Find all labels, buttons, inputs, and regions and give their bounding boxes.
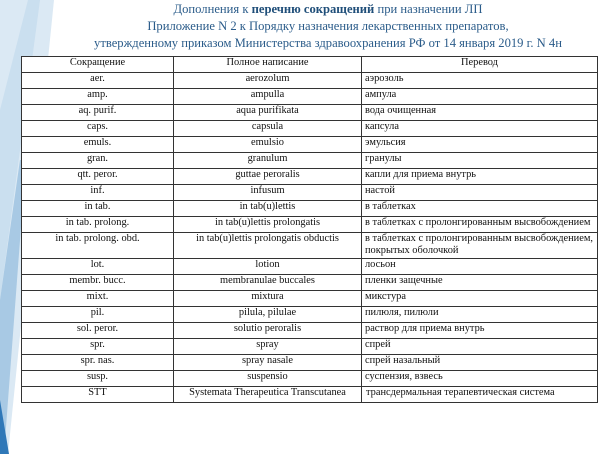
- cell-full-name: spray: [174, 338, 362, 354]
- cell-translation: капсула: [362, 121, 598, 137]
- cell-full-name: granulum: [174, 153, 362, 169]
- cell-full-name: membranulae buccales: [174, 274, 362, 290]
- header-line-3: утвержденному приказом Министерства здравоохранения РФ от 14 января 2019 г. N 4н: [94, 36, 562, 50]
- cell-full-name: in tab(u)lettis: [174, 201, 362, 217]
- cell-full-name: in tab(u)lettis prolongatis: [174, 217, 362, 233]
- table-row: [22, 201, 598, 217]
- cell-full-name: capsula: [174, 121, 362, 137]
- cell-full-name: guttae peroralis: [174, 169, 362, 185]
- cell-translation: вода очищенная: [362, 105, 598, 121]
- header-emphasis: перечню сокращений: [251, 2, 375, 16]
- table-row: [22, 233, 598, 259]
- table-row: [22, 258, 598, 274]
- cell-full-name: infusum: [174, 185, 362, 201]
- cell-abbreviation: susp.: [22, 370, 174, 386]
- cell-abbreviation: spr. nas.: [22, 354, 174, 370]
- column-header-abbreviation: Сокращение: [22, 57, 174, 73]
- cell-abbreviation: in tab.: [22, 201, 174, 217]
- table-header-row: [22, 57, 598, 73]
- cell-abbreviation: qtt. peror.: [22, 169, 174, 185]
- cell-translation: спрей: [362, 338, 598, 354]
- table-row: [22, 306, 598, 322]
- cell-abbreviation: emuls.: [22, 137, 174, 153]
- cell-translation: гранулы: [362, 153, 598, 169]
- cell-abbreviation: aq. purif.: [22, 105, 174, 121]
- table-row: [22, 169, 598, 185]
- cell-abbreviation: caps.: [22, 121, 174, 137]
- cell-full-name: ampulla: [174, 89, 362, 105]
- cell-full-name: aerozolum: [174, 73, 362, 89]
- cell-translation: пленки защечные: [362, 274, 598, 290]
- cell-full-name: lotion: [174, 258, 362, 274]
- cell-full-name: suspensio: [174, 370, 362, 386]
- table-row: [22, 322, 598, 338]
- table-row: [22, 274, 598, 290]
- cell-full-name: Systemata Therapeutica Transcutanea: [174, 386, 362, 402]
- abbreviations-table: [21, 56, 598, 403]
- table-row: [22, 89, 598, 105]
- table-row: [22, 185, 598, 201]
- cell-translation: трансдермальная терапевтическая система: [362, 386, 598, 402]
- cell-full-name: solutio peroralis: [174, 322, 362, 338]
- cell-abbreviation: amp.: [22, 89, 174, 105]
- table-row: [22, 290, 598, 306]
- slide-header: [58, 1, 598, 52]
- cell-translation: в таблетках с пролонгированным высвобождением, покрытых оболочкой: [362, 233, 598, 259]
- column-header-translation: Перевод: [362, 57, 598, 73]
- cell-translation: капли для приема внутрь: [362, 169, 598, 185]
- cell-abbreviation: in tab. prolong. obd.: [22, 233, 174, 259]
- cell-translation: спрей назальный: [362, 354, 598, 370]
- cell-translation: суспензия, взвесь: [362, 370, 598, 386]
- header-line-2: Приложение N 2 к Порядку назначения лекарственных препаратов,: [147, 19, 509, 33]
- cell-translation: аэрозоль: [362, 73, 598, 89]
- cell-abbreviation: aer.: [22, 73, 174, 89]
- table-row: [22, 105, 598, 121]
- cell-full-name: spray nasale: [174, 354, 362, 370]
- table-row: [22, 386, 598, 402]
- table-row: [22, 370, 598, 386]
- cell-full-name: mixtura: [174, 290, 362, 306]
- cell-abbreviation: gran.: [22, 153, 174, 169]
- cell-abbreviation: spr.: [22, 338, 174, 354]
- cell-abbreviation: in tab. prolong.: [22, 217, 174, 233]
- cell-full-name: aqua purifikata: [174, 105, 362, 121]
- cell-translation: пилюля, пилюли: [362, 306, 598, 322]
- column-header-full-name: Полное написание: [174, 57, 362, 73]
- table-row: [22, 338, 598, 354]
- cell-translation: эмульсия: [362, 137, 598, 153]
- cell-translation: настой: [362, 185, 598, 201]
- header-line-1: Дополнения к перечню сокращений при назначении ЛП: [173, 2, 483, 16]
- table-row: [22, 73, 598, 89]
- cell-abbreviation: inf.: [22, 185, 174, 201]
- cell-full-name: in tab(u)lettis prolongatis obductis: [174, 233, 362, 259]
- table-row: [22, 121, 598, 137]
- table-row: [22, 217, 598, 233]
- cell-translation: лосьон: [362, 258, 598, 274]
- cell-abbreviation: lot.: [22, 258, 174, 274]
- table-row: [22, 137, 598, 153]
- cell-translation: в таблетках с пролонгированным высвобождением: [362, 217, 598, 233]
- cell-full-name: pilula, pilulae: [174, 306, 362, 322]
- table-row: [22, 153, 598, 169]
- cell-abbreviation: STT: [22, 386, 174, 402]
- cell-abbreviation: mixt.: [22, 290, 174, 306]
- cell-translation: ампула: [362, 89, 598, 105]
- cell-abbreviation: membr. bucc.: [22, 274, 174, 290]
- cell-full-name: emulsio: [174, 137, 362, 153]
- cell-translation: раствор для приема внутрь: [362, 322, 598, 338]
- cell-abbreviation: sol. peror.: [22, 322, 174, 338]
- cell-translation: в таблетках: [362, 201, 598, 217]
- cell-abbreviation: pil.: [22, 306, 174, 322]
- cell-translation: микстура: [362, 290, 598, 306]
- table-row: [22, 354, 598, 370]
